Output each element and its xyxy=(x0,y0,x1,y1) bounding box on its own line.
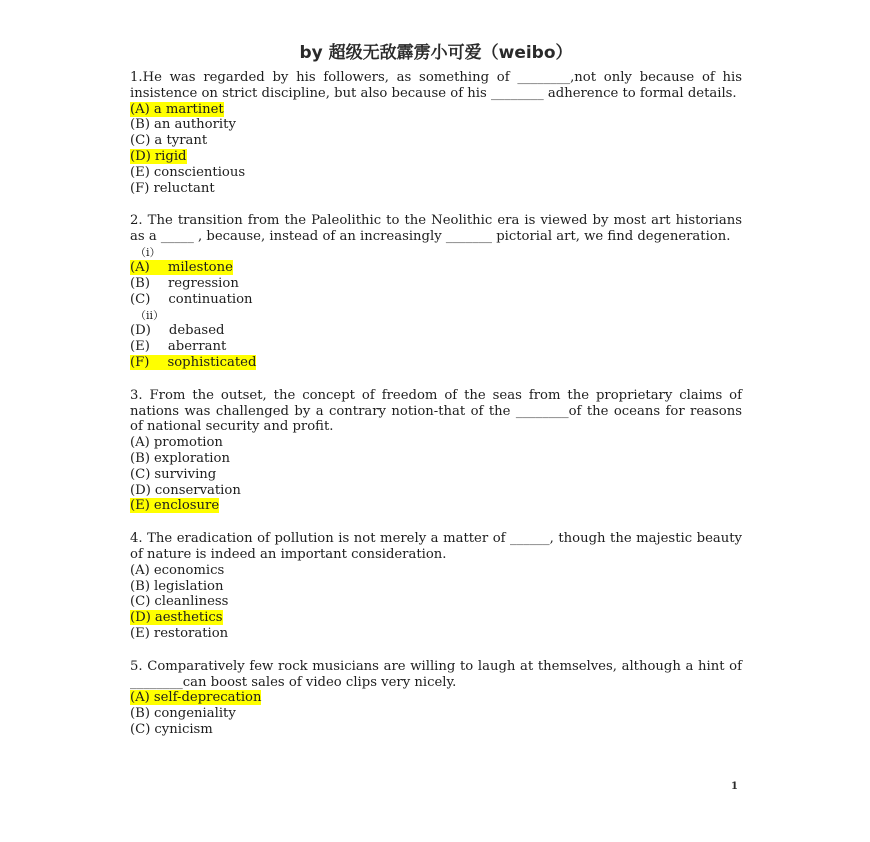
question-1 xyxy=(130,70,742,196)
option-text: regression xyxy=(167,276,239,292)
option-label: (C) xyxy=(130,292,151,308)
option-label: (C) xyxy=(130,466,151,482)
option-label: (C) xyxy=(130,594,151,610)
question-3-stem: 3. From the outset, the concept of freedom of the seas from the proprietary claims of nations was challenged by a contrary notion-that of the ________of the oceans for reasons of national security and profit. xyxy=(130,387,742,435)
option-label: (A) xyxy=(130,435,150,451)
option-text: sophisticated xyxy=(167,354,257,370)
option-text: enclosure xyxy=(153,498,220,514)
question-4-option-b xyxy=(130,579,742,595)
option-label: (B) xyxy=(130,706,150,722)
option-label: (C) xyxy=(130,721,151,737)
option-text: reluctant xyxy=(153,180,215,196)
option-text: conscientious xyxy=(153,164,246,180)
option-label: (F) xyxy=(130,354,150,370)
question-2-option-a xyxy=(130,260,742,276)
option-text: conservation xyxy=(154,482,241,498)
option-label: (C) xyxy=(130,133,151,149)
question-4-option-c xyxy=(130,594,742,610)
question-4 xyxy=(130,531,742,642)
question-5-stem: 5. Comparatively few rock musicians are willing to laugh at themselves, although a hint of ________can boost sales of video clips very nicely. xyxy=(130,658,742,690)
question-4-option-d xyxy=(130,610,742,626)
option-label: (A) xyxy=(130,101,150,117)
question-3-option-e xyxy=(130,498,742,514)
question-3-option-b xyxy=(130,451,742,467)
question-5-option-b xyxy=(130,706,742,722)
question-2-blank-i-marker: （i） xyxy=(135,245,161,259)
option-label: (A) xyxy=(130,562,150,578)
question-1-option-a xyxy=(130,102,742,118)
option-text: aesthetics xyxy=(154,610,223,626)
question-5-option-a xyxy=(130,690,742,706)
question-2 xyxy=(130,213,742,370)
question-2-option-e xyxy=(130,339,742,355)
question-1-stem: 1.He was regarded by his followers, as something of ________,not only because of his insistence on strict discipline, but also because of his ________ adherence to formal details. xyxy=(130,70,742,101)
option-label: (F) xyxy=(130,180,150,196)
question-4-stem: 4. The eradication of pollution is not merely a matter of ______, though the majestic beauty of nature is indeed an important consideration. xyxy=(130,531,742,562)
question-2-blank-ii-marker: （ii） xyxy=(135,308,165,322)
question-2-option-c xyxy=(130,292,742,308)
question-1-option-b xyxy=(130,117,742,133)
option-text: restoration xyxy=(153,625,229,641)
option-text: exploration xyxy=(153,450,230,466)
option-text: promotion xyxy=(153,435,223,451)
option-text: cynicism xyxy=(154,721,213,737)
option-label: (A) xyxy=(130,260,150,276)
question-1-option-f xyxy=(130,181,742,197)
question-2-option-f xyxy=(130,355,742,371)
option-label: (D) xyxy=(130,482,151,498)
option-text: an authority xyxy=(153,117,236,133)
option-text: rigid xyxy=(154,148,187,164)
question-1-option-e xyxy=(130,165,742,181)
option-label: (E) xyxy=(130,164,150,180)
option-text: congeniality xyxy=(153,706,236,722)
question-2-stem: 2. The transition from the Paleolithic to the Neolithic era is viewed by most art historians as a _____ , because, instead of an increasingly _______ pictorial art, we find degeneration. xyxy=(130,213,742,245)
option-label: (E) xyxy=(130,498,150,514)
option-label: (D) xyxy=(130,323,151,339)
option-text: debased xyxy=(168,323,225,339)
document-content xyxy=(130,42,742,755)
page-number: 1 xyxy=(731,781,738,792)
question-1-option-d xyxy=(130,149,742,165)
question-2-option-b xyxy=(130,276,742,292)
option-text: surviving xyxy=(154,466,217,482)
option-label: (B) xyxy=(130,117,150,133)
question-5-option-c xyxy=(130,722,742,738)
question-5 xyxy=(130,659,742,738)
option-text: cleanliness xyxy=(154,594,229,610)
option-text: a tyrant xyxy=(154,133,208,149)
option-text: continuation xyxy=(168,292,253,308)
option-text: self-deprecation xyxy=(153,690,262,706)
option-label: (E) xyxy=(130,625,150,641)
page-title: by 超级无敌霹雳小可爱（weibo） xyxy=(299,43,573,63)
option-text: a martinet xyxy=(153,101,224,117)
question-4-option-a xyxy=(130,563,742,579)
option-text: legislation xyxy=(153,578,224,594)
option-label: (A) xyxy=(130,690,150,706)
question-3-option-d xyxy=(130,483,742,499)
option-label: (D) xyxy=(130,610,151,626)
question-1-option-c xyxy=(130,133,742,149)
question-2-option-d xyxy=(130,323,742,339)
option-label: (B) xyxy=(130,276,150,292)
question-3-option-c xyxy=(130,467,742,483)
option-label: (D) xyxy=(130,148,151,164)
question-3 xyxy=(130,388,742,514)
question-4-option-e xyxy=(130,626,742,642)
option-label: (E) xyxy=(130,339,150,355)
option-label: (B) xyxy=(130,578,150,594)
option-text: aberrant xyxy=(167,339,227,355)
option-text: economics xyxy=(153,562,225,578)
question-3-option-a xyxy=(130,435,742,451)
option-label: (B) xyxy=(130,450,150,466)
option-text: milestone xyxy=(167,260,233,276)
